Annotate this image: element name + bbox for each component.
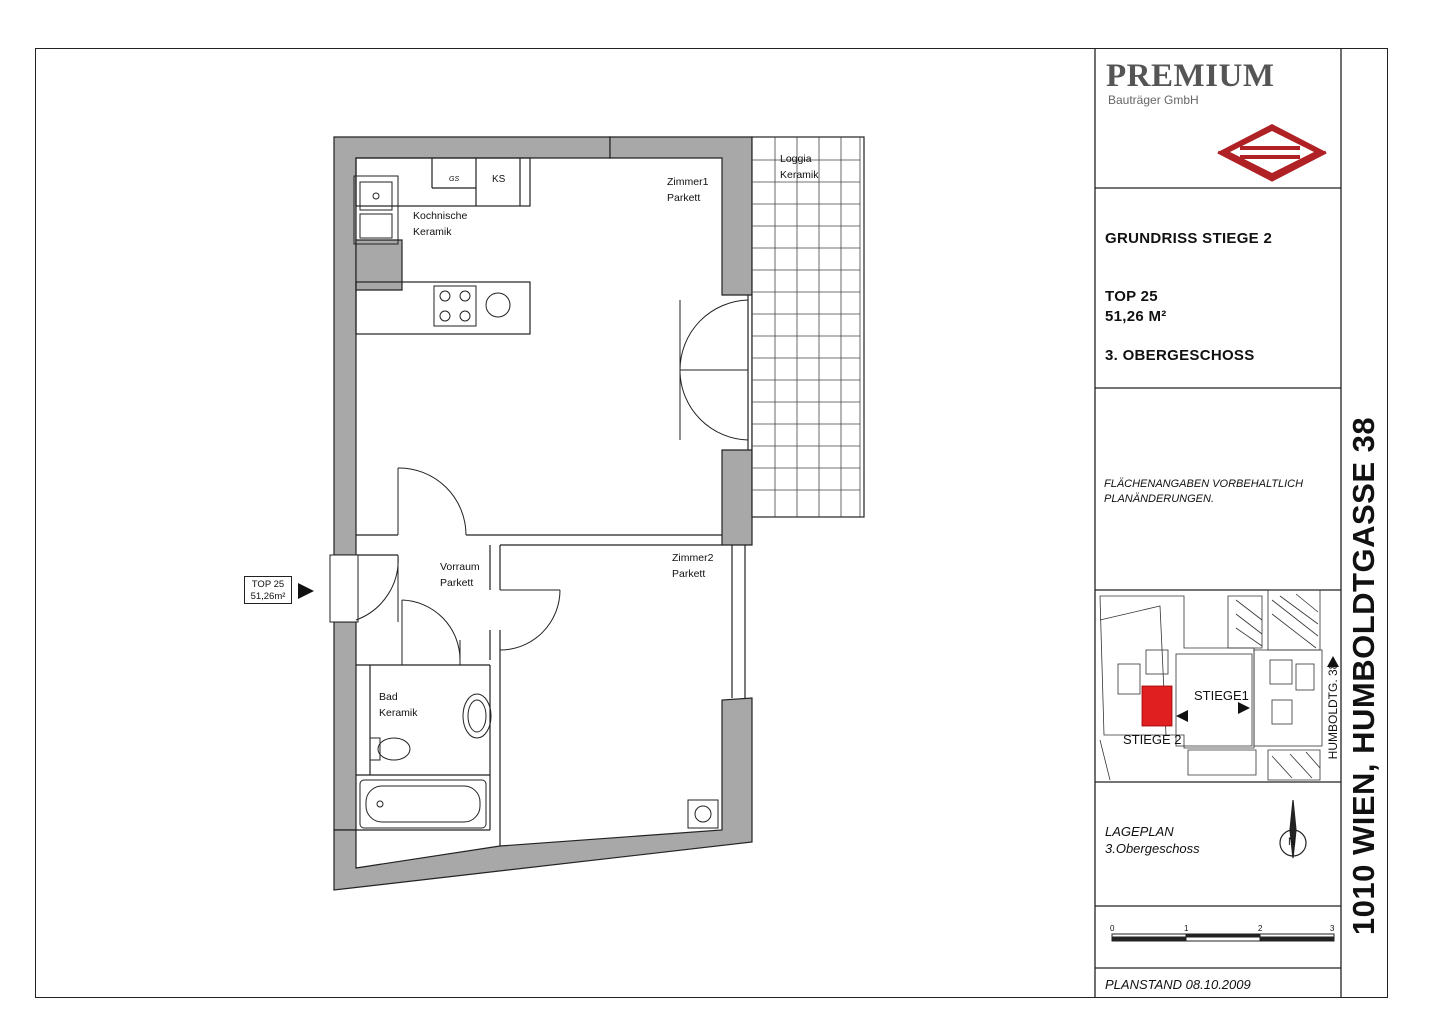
area-value: 51,26 M²	[1105, 308, 1167, 325]
stiege2-arrow-icon	[1176, 710, 1188, 722]
scale-tick-2: 2	[1258, 924, 1263, 933]
site-highlight-top25	[1142, 686, 1172, 726]
floor-label: 3. OBERGESCHOSS	[1105, 347, 1255, 364]
interior-walls	[356, 158, 752, 846]
stiege1-arrow-icon	[1238, 702, 1250, 714]
north-label: N	[1288, 836, 1296, 848]
company-subtitle: Bauträger GmbH	[1108, 93, 1199, 107]
entrance-top-label: TOP 25 51,26m²	[244, 576, 292, 604]
scale-tick-3: 3	[1330, 924, 1335, 933]
scale-tick-0: 0	[1110, 924, 1115, 933]
company-name: PREMIUM	[1106, 58, 1275, 94]
room-zimmer1: Zimmer1 Parkett	[667, 176, 709, 204]
kitchen-sink-icon	[354, 176, 398, 244]
lageplan-label: LAGEPLAN	[1105, 824, 1174, 839]
north-compass-icon	[1280, 800, 1306, 858]
room-bad: Bad Keramik	[379, 691, 418, 719]
room-vorraum: Vorraum Parkett	[440, 561, 480, 589]
disclaimer-line1: FLÄCHENANGABEN VORBEHALTLICH	[1104, 478, 1304, 490]
label-gs: GS	[449, 176, 460, 183]
site-plan	[1100, 590, 1322, 780]
stove-icon	[434, 286, 510, 326]
plan-title: GRUNDRISS STIEGE 2	[1105, 230, 1273, 247]
scale-tick-1: 1	[1184, 924, 1189, 933]
lageplan-floor: 3.Obergeschoss	[1105, 841, 1200, 856]
top-number: TOP 25	[1105, 288, 1158, 305]
entrance-door	[298, 555, 398, 622]
site-stiege1: STIEGE1	[1194, 688, 1249, 703]
room-kochnische: Kochnische Keramik	[413, 210, 468, 238]
planstand: PLANSTAND 08.10.2009	[1105, 977, 1251, 992]
company-logo-icon	[1218, 124, 1326, 180]
disclaimer-line2: PLANÄNDERUNGEN.	[1104, 493, 1215, 505]
walls	[334, 137, 752, 890]
room-loggia: Loggia Keramik	[780, 153, 819, 181]
label-ks: KS	[492, 174, 506, 185]
doors	[398, 300, 748, 665]
room-zimmer2: Zimmer2 Parkett	[672, 552, 714, 580]
scale-bar	[1112, 934, 1334, 941]
site-stiege2: STIEGE 2	[1123, 732, 1182, 747]
loggia-tiles	[752, 137, 864, 517]
